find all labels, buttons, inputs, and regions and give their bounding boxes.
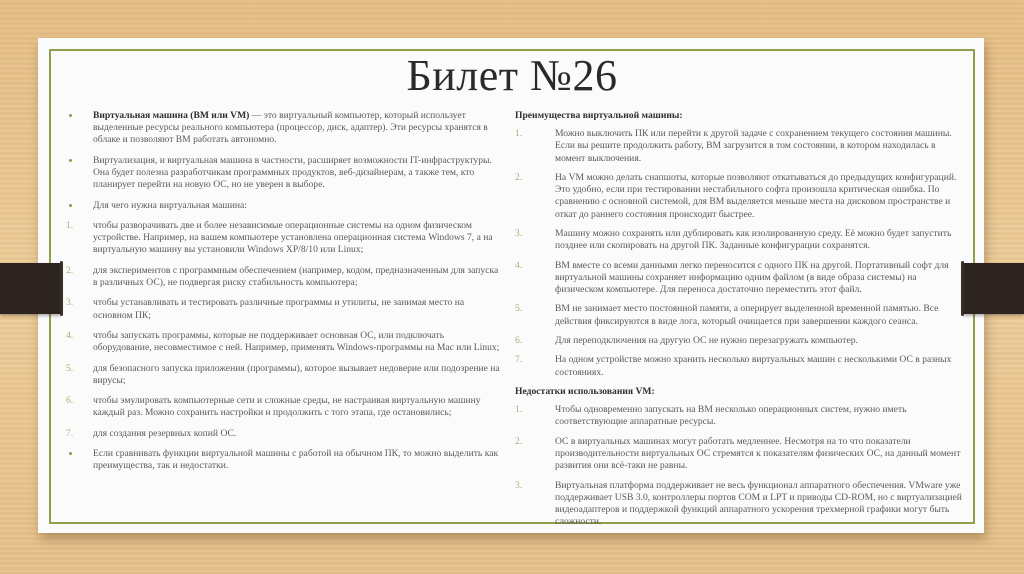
list-number: 5. — [515, 303, 523, 315]
list-number: 2. — [66, 264, 74, 276]
slide-title: Билет №26 — [406, 51, 618, 100]
vm-term: Виртуальная машина (ВМ или VM) — [93, 110, 250, 121]
disadvantage-item — [515, 436, 965, 473]
use-item — [66, 220, 504, 257]
item-text: На одном устройстве можно хранить несколько виртуальных машин с несколькими ОС в разных состояниях. — [555, 354, 952, 378]
use-item — [66, 330, 504, 354]
item-text: чтобы запускать программы, которые не поддерживает основная ОС, или подключать оборудование, несовместимое с ней. Например, применять Windows-программы на Mac или Linux; — [93, 329, 500, 354]
list-number: 3. — [515, 479, 523, 491]
advantage-item — [515, 335, 965, 347]
intro-item-vm-definition — [66, 110, 504, 147]
item-text: ВМ вместе со всеми данными легко переносится с одного ПК на другой. Портативный софт для виртуальной машины сохраняет информацию одним файлом (в виде образа системы) на физическом компьютере. Для переноса достаточно переместить этот файл. — [555, 259, 949, 295]
item-text: для создания резервных копий ОС. — [93, 427, 237, 439]
advantages-heading: Преимущества виртуальной машины: — [515, 110, 683, 121]
use-item — [66, 428, 504, 440]
item-text: чтобы разворачивать две и более независимые операционные системы на одном физическом устройстве. Например, на вашем компьютере установлена операционная система Windows 7, а на виртуальную машину вы установили Windows XP/8/10 или Linux; — [93, 219, 493, 256]
advantage-item — [515, 303, 965, 327]
bullet-icon — [69, 159, 72, 162]
disadvantage-item — [515, 404, 965, 428]
item-text: На VM можно делать снапшоты, которые позволяют откатываться до предыдущих конфигураций. Это удобно, если при тестировании нестабильного софта произошла критическая ошибка. По сравнению с основной системой, для ВМ выделяется меньше места на дисковом пространстве и откат до раннего состояния происходит быстрее. — [555, 172, 957, 220]
decorative-band-right — [963, 263, 1024, 314]
list-number: 3. — [515, 228, 523, 239]
item-text: Если сравнивать функции виртуальной машины с работой на обычном ПК, то можно выделить как преимущества, так и недостатки. — [93, 448, 499, 472]
disadvantage-item — [515, 480, 965, 529]
bullet-icon — [69, 114, 72, 117]
use-item — [66, 363, 504, 387]
list-number: 1. — [66, 219, 74, 231]
advantage-item — [515, 228, 965, 252]
item-text: Виртуализация, и виртуальная машина в частности, расширяет возможности IT-инфраструктуры. Она будет полезна разработчикам программных продуктов, веб-дизайнерам, а также тем, кто планирует перейти на новую ОС, но не уверен в выборе. — [93, 154, 492, 191]
list-number: 5. — [66, 362, 74, 374]
item-text: для экспериментов с программным обеспечением (например, кодом, предназначенным для запуска в различных ОС), не подвергая риску стабильность компьютера; — [93, 264, 499, 288]
vm-definition: — это виртуальный компьютер, который использует выделенные ресурсы реального компьютера (процессор, диск, адаптер). Эти ресурсы хранятся в облаке и позволяют ВМ работать автономно. — [93, 110, 488, 146]
list-number: 2. — [515, 172, 523, 183]
intro-item-why-needed — [66, 200, 504, 212]
list-number: 6. — [66, 395, 74, 407]
bullet-icon — [69, 204, 72, 207]
item-text: Можно выключить ПК или перейти к другой задаче с сохранением текущего состояния машины. Если вы решите продолжить работу, ВМ загрузится в том состоянии, в котором находилась в момент выключения. — [555, 128, 952, 164]
advantage-item — [515, 260, 965, 297]
item-text: для безопасного запуска приложения (программы), которое вызывает недоверие или подозрение на вирусы; — [93, 362, 500, 386]
advantage-item — [515, 354, 965, 378]
list-number: 1. — [515, 404, 523, 416]
advantage-item — [515, 128, 965, 165]
use-item — [66, 395, 504, 419]
item-text: ОС в виртуальных машинах могут работать медленнее. Несмотря на то что показатели производительности виртуальных ОС стремятся к показателям физических ОС, на данный момент развития они всё-таки не равны. — [555, 435, 961, 472]
disadvantages-heading: Недостатки использования VM: — [515, 385, 655, 397]
right-column — [515, 110, 965, 536]
list-number: 6. — [515, 334, 523, 346]
item-text: Виртуальная платформа поддерживает не весь функционал аппаратного обеспечения. VMware уже поддерживает USB 3.0, контроллеры портов COM и LPT и приводы CD-ROM, но с виртуализацией видеоадаптеров и поддержкой функций аппаратного ускорения трехмерной графики могут быть сложности. — [555, 479, 962, 528]
list-number: 2. — [515, 435, 523, 447]
list-number: 7. — [66, 427, 74, 439]
item-text: ВМ не занимает место постоянной памяти, а оперирует выделенной временной памятью. Все действия фиксируются в виде лога, который очищается при завершении каждого сеанса. — [555, 303, 939, 327]
item-text: Чтобы одновременно запускать на ВМ несколько операционных систем, нужно иметь соответствующие аппаратные ресурсы. — [555, 404, 907, 428]
outro-item — [66, 448, 504, 472]
intro-item-virtualization — [66, 155, 504, 192]
list-number: 1. — [515, 128, 523, 140]
item-text: чтобы устанавливать и тестировать различные программы и утилиты, не занимая место на основном ПК; — [93, 297, 465, 321]
item-text: Машину можно сохранять или дублировать как изолированную среду. Её можно будет запустить позднее или скопировать на другой ПК. Заданные конфигурации сохранятся. — [555, 228, 952, 252]
item-text: чтобы эмулировать компьютерные сети и сложные среды, не настраивая виртуальную машину каждый раз. Можно сохранить настройки и продолжить с того этапа, где остановились; — [93, 395, 481, 419]
item-text: Для чего нужна виртуальная машина: — [93, 199, 247, 211]
bullet-icon — [69, 452, 72, 455]
list-number: 4. — [515, 259, 523, 271]
use-item — [66, 265, 504, 289]
decorative-band-left — [0, 263, 61, 314]
left-column — [66, 110, 504, 481]
list-number: 4. — [66, 329, 74, 341]
list-number: 3. — [66, 297, 74, 309]
use-item — [66, 297, 504, 321]
advantage-item — [515, 172, 965, 221]
list-number: 7. — [515, 354, 523, 366]
item-text: Для переподключения на другую ОС не нужно перезагружать компьютер. — [555, 334, 858, 346]
